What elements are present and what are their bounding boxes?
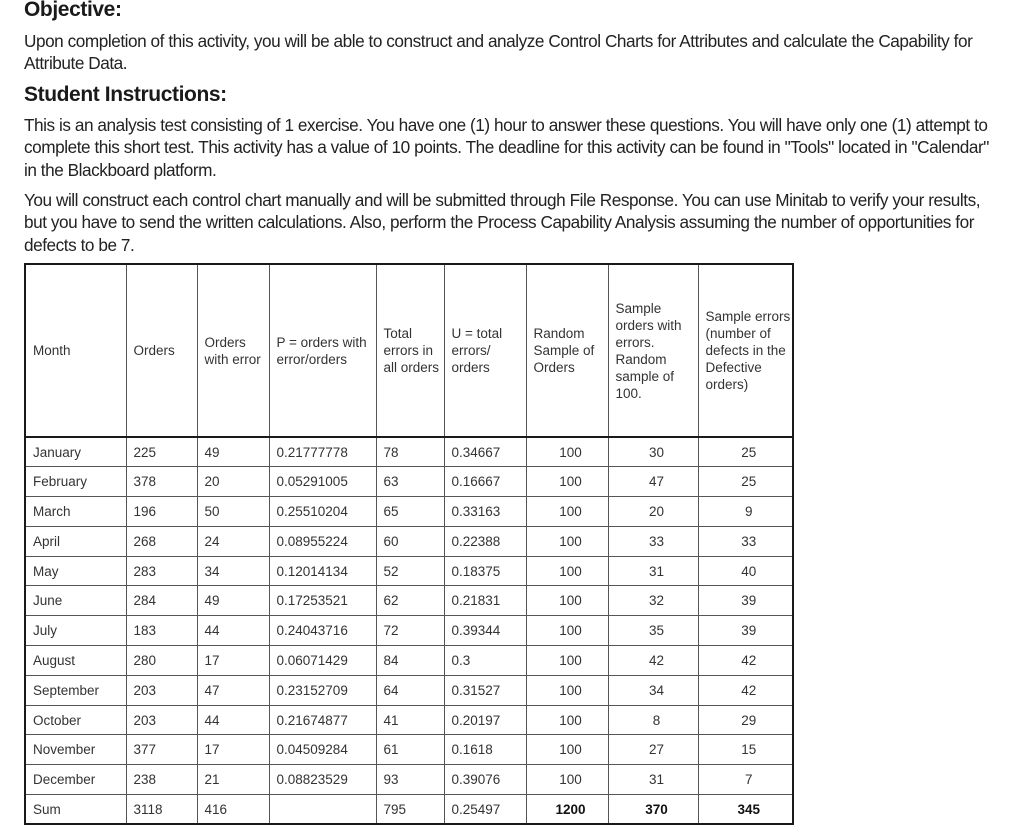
table-row: [25, 497, 793, 527]
cell-sample-orders-with-errors: 30: [608, 437, 698, 467]
table-row: [25, 735, 793, 765]
header-p-proportion: P = orders with error/orders: [269, 264, 376, 437]
cell-orders: 377: [126, 735, 197, 765]
instructions-paragraph-2: You will construct each control chart manually and will be submitted through File Response. You can use Minitab to verify your results, but you have to send the written calculations. Also, perform the Process Capability Analysis assuming the number of opportunities for defects to be 7.: [24, 190, 981, 255]
header-u-rate: U = total errors/ orders: [444, 264, 526, 437]
cell-orders: 378: [126, 467, 197, 497]
cell-p: 0.17253521: [269, 586, 376, 616]
table-sum-row: [25, 795, 793, 825]
cell-u: 0.31527: [444, 675, 526, 705]
cell-random-sample: 100: [526, 526, 608, 556]
cell-orders-with-error: 50: [197, 497, 269, 527]
cell-orders-with-error: 47: [197, 675, 269, 705]
cell-sample-errors: 29: [698, 705, 793, 735]
cell-p: 0.23152709: [269, 675, 376, 705]
cell-orders-with-error: 21: [197, 765, 269, 795]
cell-sample-errors: 25: [698, 467, 793, 497]
cell-sample-orders-with-errors: 8: [608, 705, 698, 735]
table-row: [25, 646, 793, 676]
cell-orders: 3118: [126, 795, 197, 825]
cell-p: 0.05291005: [269, 467, 376, 497]
header-sample-errors: Sample errors (number of defects in the Defective orders): [698, 264, 793, 437]
cell-month: December: [25, 765, 126, 795]
cell-orders: 268: [126, 526, 197, 556]
cell-sample-errors: 7: [698, 765, 793, 795]
cell-u: 0.21831: [444, 586, 526, 616]
cell-random-sample: 100: [526, 437, 608, 467]
header-orders-with-error: Orders with error: [197, 264, 269, 437]
cell-orders: 280: [126, 646, 197, 676]
cell-total-errors: 52: [376, 556, 444, 586]
cell-random-sample: 100: [526, 616, 608, 646]
cell-u: 0.33163: [444, 497, 526, 527]
cell-orders-with-error: 49: [197, 586, 269, 616]
cell-orders: 225: [126, 437, 197, 467]
cell-orders-with-error: 17: [197, 646, 269, 676]
cell-total-errors: 84: [376, 646, 444, 676]
orders-data-table: [24, 263, 794, 825]
cell-month: January: [25, 437, 126, 467]
cell-total-errors: 93: [376, 765, 444, 795]
cell-random-sample: 100: [526, 467, 608, 497]
table-row: [25, 705, 793, 735]
cell-month: February: [25, 467, 126, 497]
cell-random-sample: 100: [526, 765, 608, 795]
cell-month: March: [25, 497, 126, 527]
table-row: [25, 586, 793, 616]
table-row: [25, 675, 793, 705]
cell-sample-orders-with-errors: 42: [608, 646, 698, 676]
student-instructions-heading: Student Instructions:: [24, 83, 227, 106]
cell-month: Sum: [25, 795, 126, 825]
cell-sample-orders-with-errors: 47: [608, 467, 698, 497]
cell-sample-errors: 42: [698, 675, 793, 705]
cell-p: [269, 795, 376, 825]
cell-orders-with-error: 24: [197, 526, 269, 556]
cell-sample-errors: 33: [698, 526, 793, 556]
cell-sample-orders-with-errors: 31: [608, 556, 698, 586]
cell-random-sample: 100: [526, 497, 608, 527]
cell-u: 0.20197: [444, 705, 526, 735]
cell-p: 0.08823529: [269, 765, 376, 795]
cell-random-sample: 100: [526, 556, 608, 586]
cell-sample-errors: 15: [698, 735, 793, 765]
cell-total-errors: 62: [376, 586, 444, 616]
cell-u: 0.18375: [444, 556, 526, 586]
cell-month: September: [25, 675, 126, 705]
cell-p: 0.06071429: [269, 646, 376, 676]
cell-sample-orders-with-errors: 31: [608, 765, 698, 795]
cell-orders-with-error: 416: [197, 795, 269, 825]
cell-sample-errors: 345: [698, 795, 793, 825]
header-total-errors: Total errors in all orders: [376, 264, 444, 437]
cell-sample-errors: 25: [698, 437, 793, 467]
cell-total-errors: 78: [376, 437, 444, 467]
cell-sample-errors: 39: [698, 586, 793, 616]
cell-random-sample: 100: [526, 675, 608, 705]
cell-orders: 203: [126, 675, 197, 705]
cell-sample-orders-with-errors: 20: [608, 497, 698, 527]
instructions-paragraph-1: This is an analysis test consisting of 1 exercise. You have one (1) hour to answer these questions. You will have only one (1) attempt to complete this short test. This activity has a value of 10 points. The deadline for this activity can be found in "Tools" located in "Calendar" in the Blackboard platform.: [24, 115, 989, 180]
cell-month: April: [25, 526, 126, 556]
cell-orders: 183: [126, 616, 197, 646]
table-row: [25, 467, 793, 497]
cell-orders-with-error: 49: [197, 437, 269, 467]
cell-p: 0.21674877: [269, 705, 376, 735]
cell-sample-orders-with-errors: 35: [608, 616, 698, 646]
cell-u: 0.22388: [444, 526, 526, 556]
cell-u: 0.3: [444, 646, 526, 676]
cell-sample-errors: 9: [698, 497, 793, 527]
cell-total-errors: 61: [376, 735, 444, 765]
cell-total-errors: 41: [376, 705, 444, 735]
objective-text: Upon completion of this activity, you will be able to construct and analyze Control Charts for Attributes and calculate the Capability for Attribute Data.: [24, 31, 973, 74]
cell-u: 0.25497: [444, 795, 526, 825]
cell-orders: 284: [126, 586, 197, 616]
cell-p: 0.04509284: [269, 735, 376, 765]
table-row: [25, 616, 793, 646]
cell-random-sample: 100: [526, 735, 608, 765]
cell-month: November: [25, 735, 126, 765]
header-sample-orders-with-errors: Sample orders with errors. Random sample of 100.: [608, 264, 698, 437]
cell-random-sample: 1200: [526, 795, 608, 825]
cell-orders-with-error: 44: [197, 616, 269, 646]
cell-orders: 203: [126, 705, 197, 735]
table-row: [25, 765, 793, 795]
cell-total-errors: 60: [376, 526, 444, 556]
table-row: [25, 556, 793, 586]
cell-p: 0.08955224: [269, 526, 376, 556]
cell-sample-errors: 40: [698, 556, 793, 586]
cell-month: July: [25, 616, 126, 646]
table-header-row: [25, 264, 793, 437]
cell-total-errors: 63: [376, 467, 444, 497]
cell-total-errors: 65: [376, 497, 444, 527]
cell-month: August: [25, 646, 126, 676]
cell-p: 0.25510204: [269, 497, 376, 527]
cell-p: 0.24043716: [269, 616, 376, 646]
cell-total-errors: 72: [376, 616, 444, 646]
cell-orders-with-error: 34: [197, 556, 269, 586]
cell-month: June: [25, 586, 126, 616]
header-month: Month: [25, 264, 126, 437]
cell-random-sample: 100: [526, 586, 608, 616]
cell-random-sample: 100: [526, 705, 608, 735]
cell-sample-errors: 42: [698, 646, 793, 676]
cell-orders: 238: [126, 765, 197, 795]
cell-total-errors: 64: [376, 675, 444, 705]
cell-sample-orders-with-errors: 32: [608, 586, 698, 616]
cell-orders-with-error: 44: [197, 705, 269, 735]
cell-u: 0.39076: [444, 765, 526, 795]
cell-month: May: [25, 556, 126, 586]
cell-p: 0.12014134: [269, 556, 376, 586]
cell-sample-orders-with-errors: 27: [608, 735, 698, 765]
cell-month: October: [25, 705, 126, 735]
cell-orders: 196: [126, 497, 197, 527]
cell-random-sample: 100: [526, 646, 608, 676]
cell-u: 0.1618: [444, 735, 526, 765]
table-row: [25, 526, 793, 556]
header-orders: Orders: [126, 264, 197, 437]
objective-heading: Objective:: [24, 0, 122, 21]
cell-orders: 283: [126, 556, 197, 586]
header-random-sample: Random Sample of Orders: [526, 264, 608, 437]
cell-orders-with-error: 20: [197, 467, 269, 497]
cell-sample-errors: 39: [698, 616, 793, 646]
cell-u: 0.39344: [444, 616, 526, 646]
cell-orders-with-error: 17: [197, 735, 269, 765]
cell-p: 0.21777778: [269, 437, 376, 467]
cell-sample-orders-with-errors: 370: [608, 795, 698, 825]
cell-u: 0.16667: [444, 467, 526, 497]
cell-u: 0.34667: [444, 437, 526, 467]
cell-sample-orders-with-errors: 33: [608, 526, 698, 556]
cell-total-errors: 795: [376, 795, 444, 825]
cell-sample-orders-with-errors: 34: [608, 675, 698, 705]
table-row: [25, 437, 793, 467]
